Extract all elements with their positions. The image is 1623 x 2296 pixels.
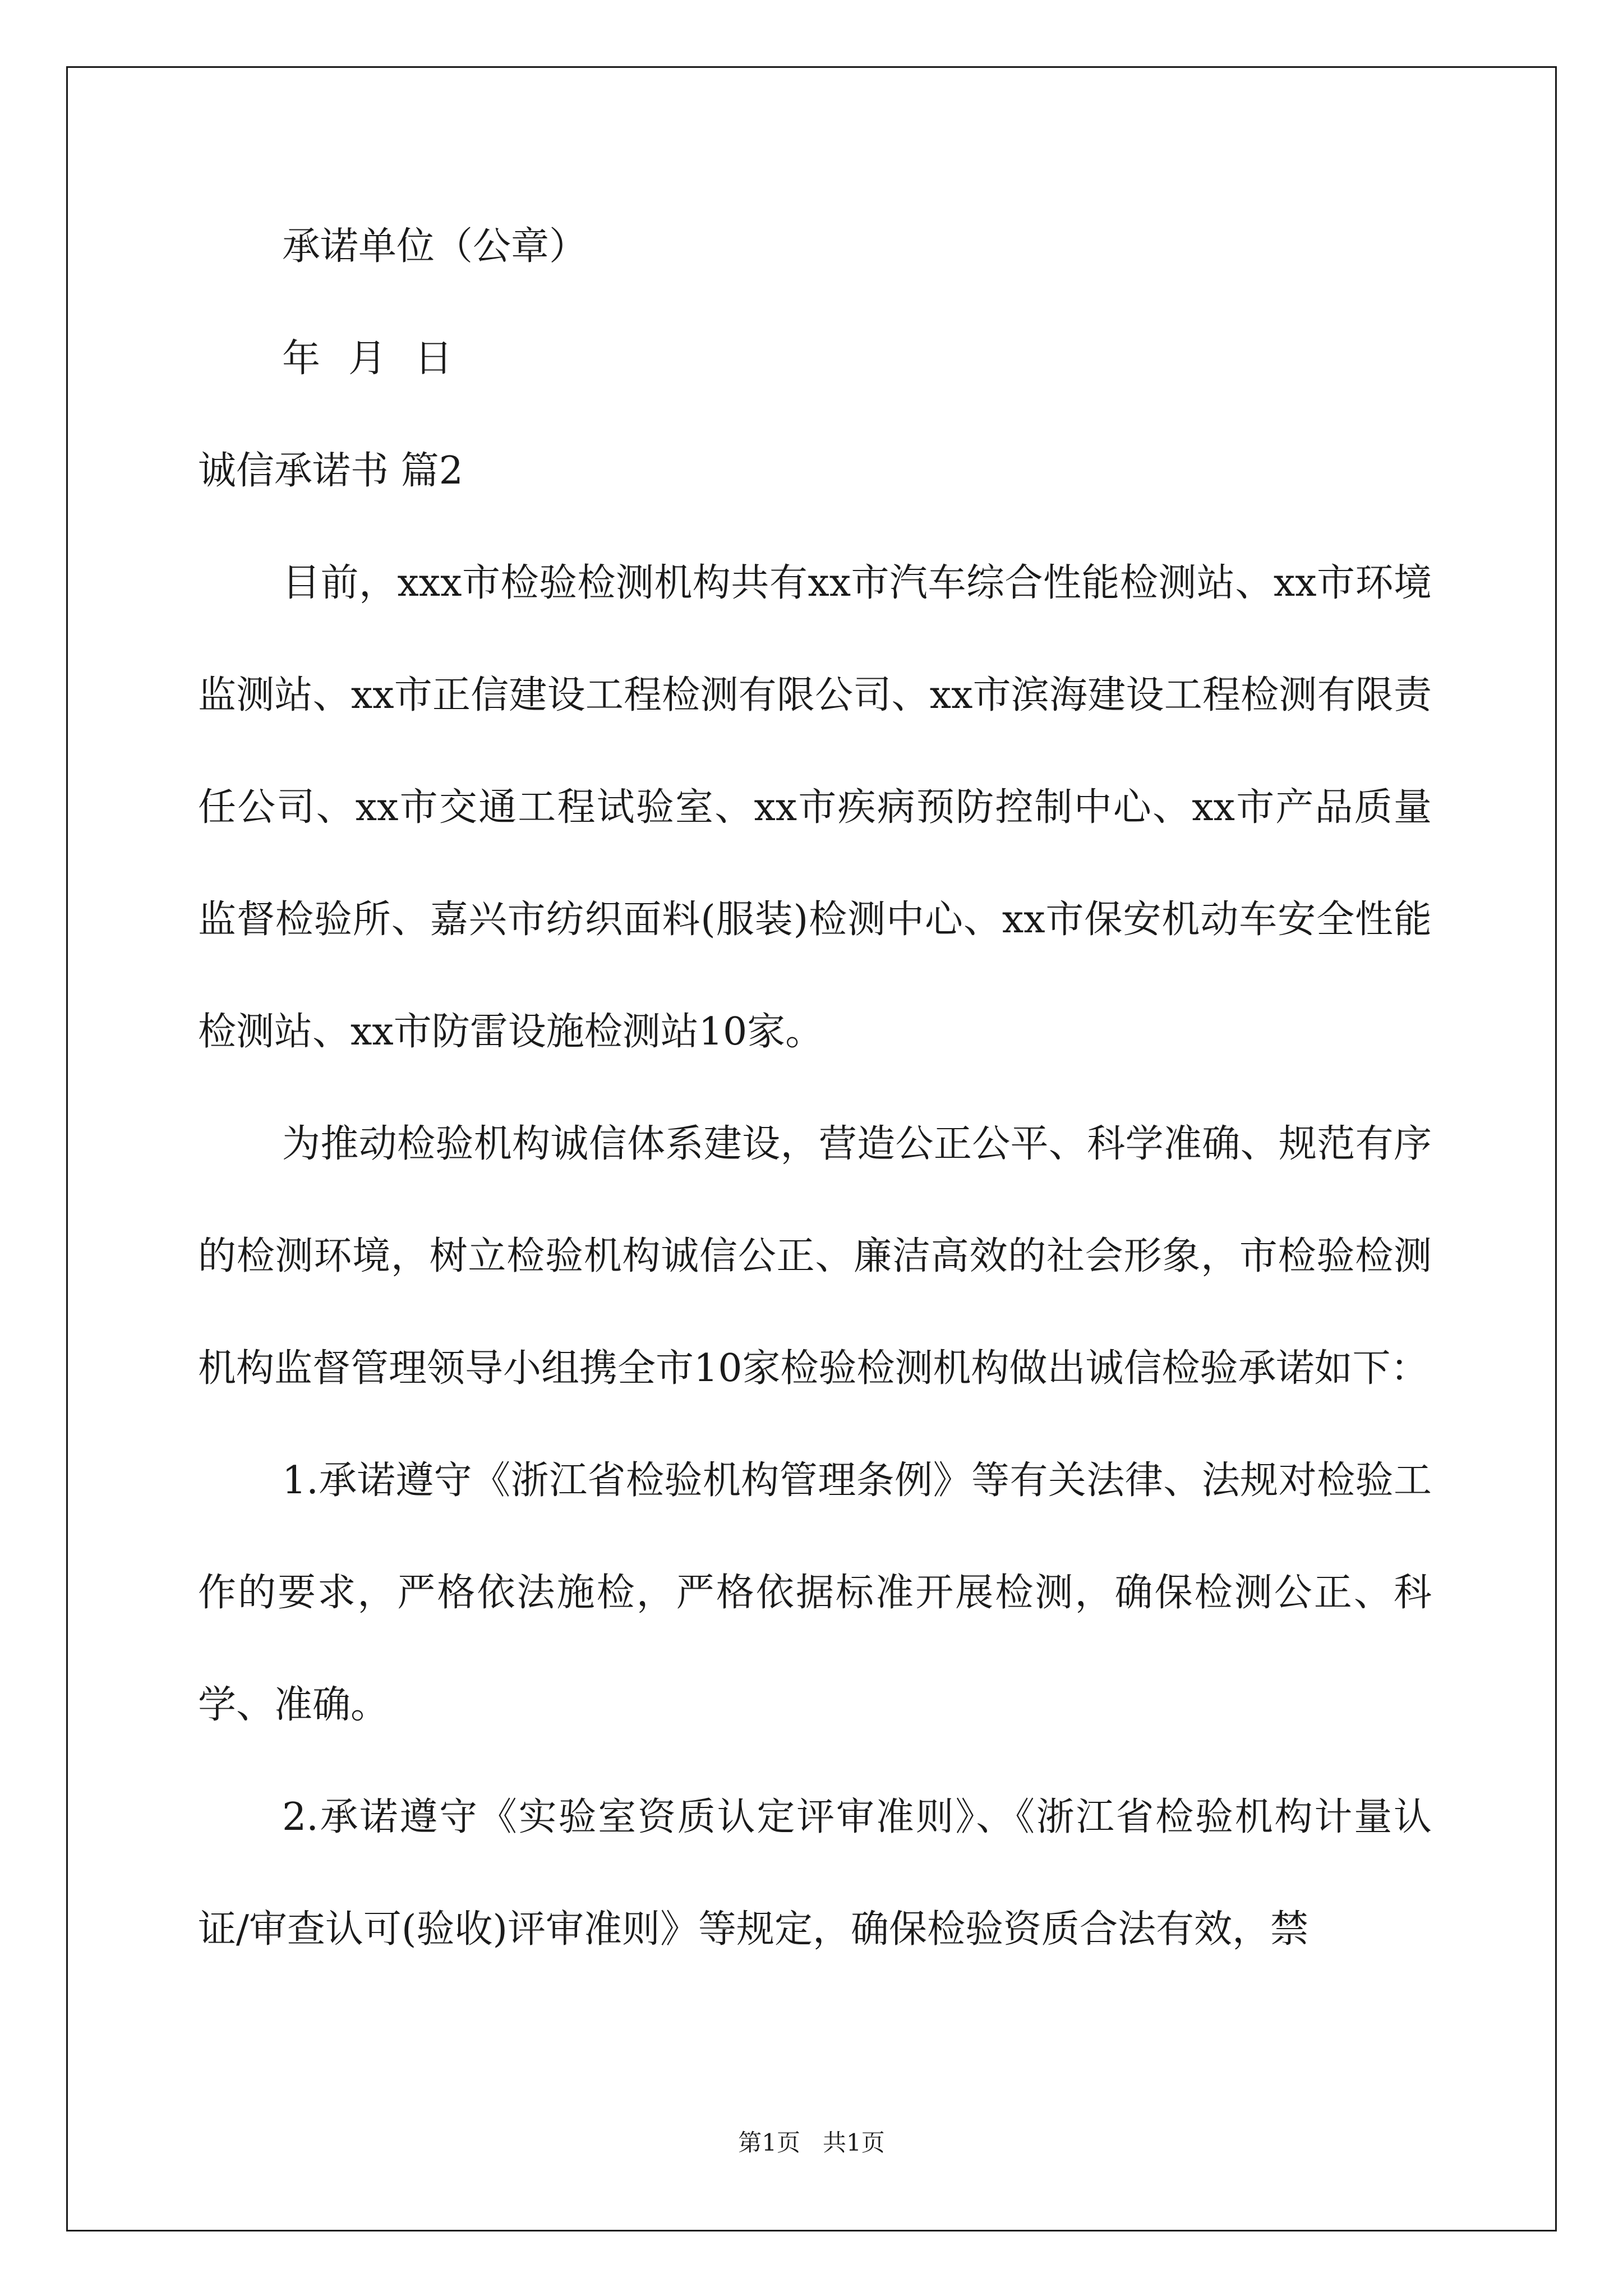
footer-page-number: 第1页	[738, 2129, 800, 2156]
page-footer	[0, 2126, 1623, 2160]
paragraph-intro: 目前，xxx市检验检测机构共有xx市汽车综合性能检测站、xx市环境监测站、xx市正信建设工程检测有限公司、xx市滨海建设工程检测有限责任公司、xx市交通工程试验室、xx市疾病预防控制中心、xx市产品质量监督检验所、嘉兴市纺织面料(服装)检测中心、xx市保安机动车安全性能检测站、xx市防雷设施检测站10家。	[198, 561, 1432, 1054]
paragraph-item-2: 2.承诺遵守《实验室资质认定评审准则》、《浙江省检验机构计量认证/审查认可(验收)评审准则》等规定，确保检验资质合法有效，禁	[198, 1795, 1432, 1952]
document-body	[198, 191, 1432, 1986]
signature-date	[198, 303, 1432, 415]
footer-page-total: 共1页	[823, 2129, 885, 2156]
date-month: 月	[348, 337, 387, 381]
date-day: 日	[414, 337, 453, 381]
signature-unit: 承诺单位（公章）	[282, 224, 588, 269]
paragraph-item-1: 1.承诺遵守《浙江省检验机构管理条例》等有关法律、法规对检验工作的要求，严格依法施检，严格依据标准开展检测，确保检测公正、科学、准确。	[198, 1458, 1432, 1727]
section-title: 诚信承诺书 篇2	[198, 449, 463, 493]
date-year: 年	[282, 337, 321, 381]
paragraph-purpose: 为推动检验机构诚信体系建设，营造公正公平、科学准确、规范有序的检测环境，树立检验机构诚信公正、廉洁高效的社会形象，市检验检测机构监督管理领导小组携全市10家检验检测机构做出诚信检验承诺如下：	[198, 1122, 1432, 1391]
